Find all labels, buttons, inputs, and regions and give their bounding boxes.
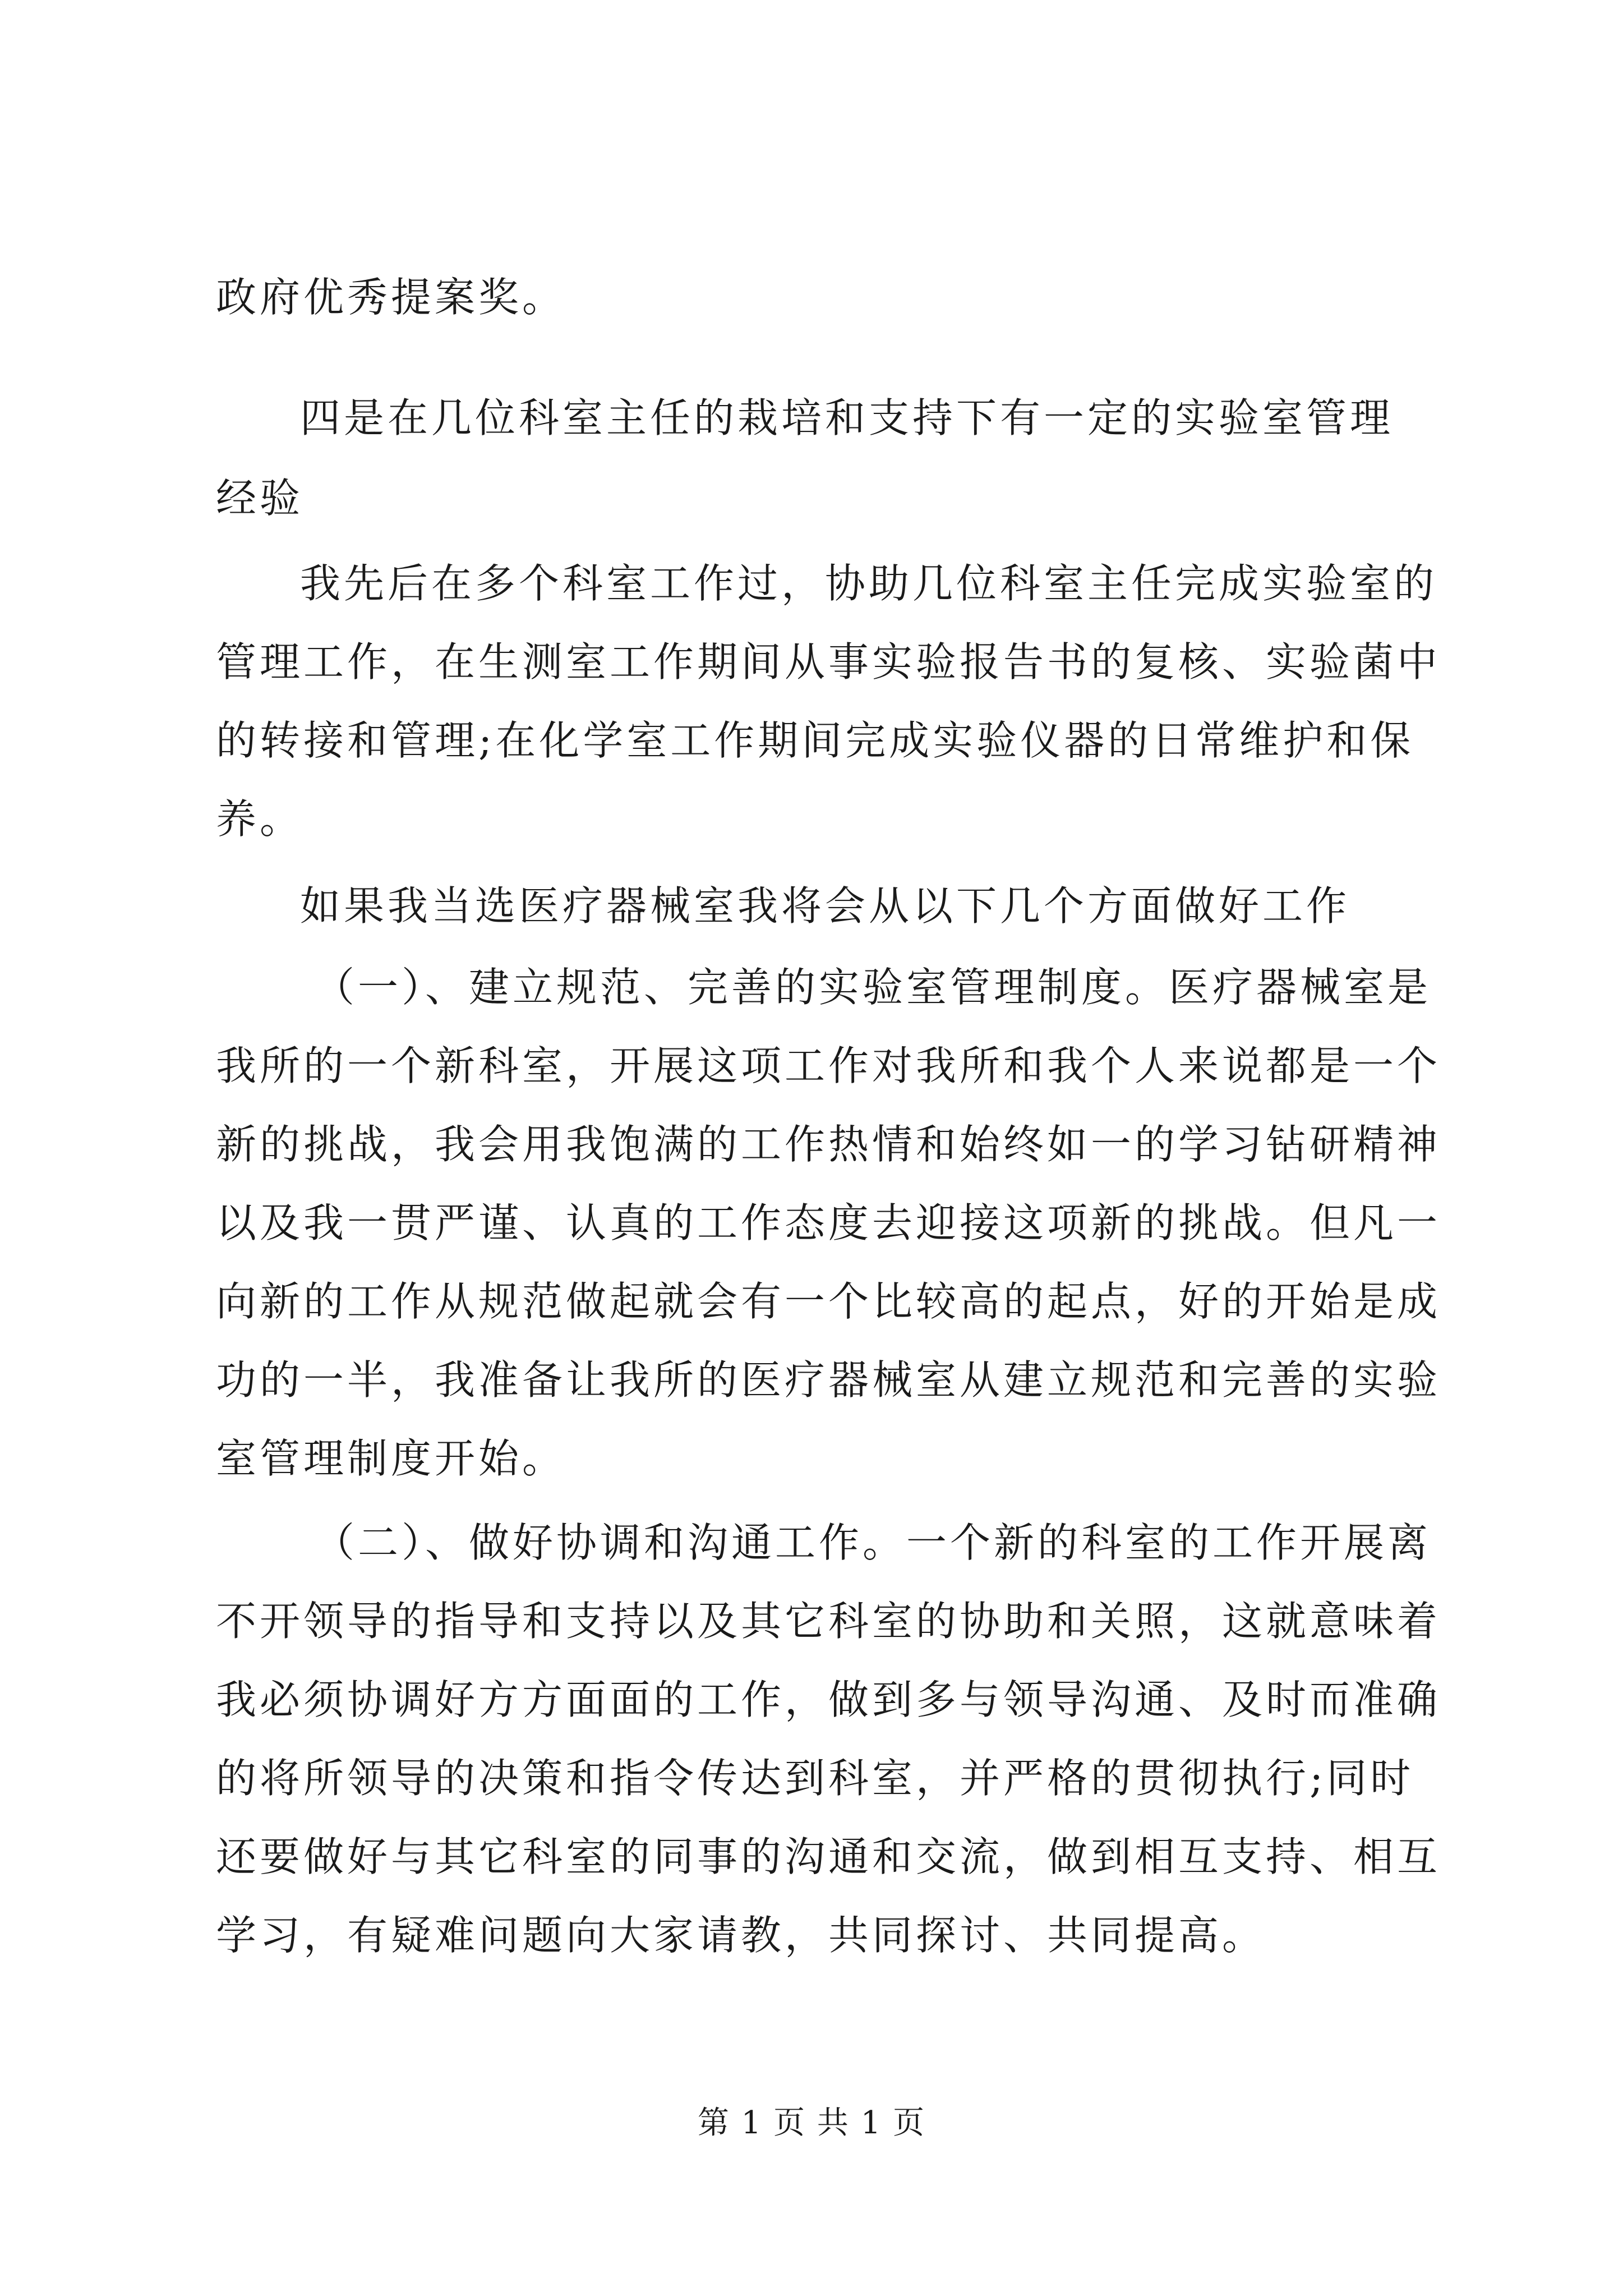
paragraph-line: 不开领导的指导和支持以及其它科室的协助和关照，这就意味着 <box>216 1598 1441 1645</box>
paragraph-line: 学习，有疑难问题向大家请教，共同探讨、共同提高。 <box>216 1912 1266 1959</box>
paragraph-line: 我所的一个新科室，开展这项工作对我所和我个人来说都是一个 <box>216 1042 1441 1089</box>
paragraph-line: 的将所领导的决策和指令传达到科室，并严格的贯彻执行;同时 <box>216 1755 1414 1802</box>
paragraph-line: （一）、建立规范、完善的实验室管理制度。医疗器械室是 <box>314 964 1432 1011</box>
paragraph-line: 以及我一贯严谨、认真的工作态度去迎接这项新的挑战。但凡一 <box>216 1199 1441 1246</box>
paragraph-line: 管理工作，在生测室工作期间从事实验报告书的复核、实验菌中 <box>216 638 1441 685</box>
section-heading: 四是在几位科室主任的栽培和支持下有一定的实验室管理 <box>300 394 1394 441</box>
section-heading-continued: 经验 <box>216 475 304 522</box>
section-heading: 如果我当选医疗器械室我将会从以下几个方面做好工作 <box>300 882 1350 930</box>
paragraph-line: 我先后在多个科室工作过，协助几位科室主任完成实验室的 <box>300 560 1438 607</box>
paragraph-line: 功的一半，我准备让我所的医疗器械室从建立规范和完善的实验 <box>216 1356 1441 1404</box>
paragraph-line: （二）、做好协调和沟通工作。一个新的科室的工作开展离 <box>314 1519 1432 1566</box>
paragraph-line: 养。 <box>216 795 304 843</box>
paragraph-line: 向新的工作从规范做起就会有一个比较高的起点，好的开始是成 <box>216 1278 1441 1325</box>
paragraph-line: 还要做好与其它科室的同事的沟通和交流，做到相互支持、相互 <box>216 1833 1441 1880</box>
paragraph-line: 的转接和管理;在化学室工作期间完成实验仪器的日常维护和保 <box>216 717 1414 764</box>
paragraph-line: 新的挑战，我会用我饱满的工作热情和始终如一的学习钻研精神 <box>216 1121 1441 1168</box>
paragraph-line: 室管理制度开始。 <box>216 1435 566 1482</box>
paragraph-line: 我必须协调好方方面面的工作，做到多与领导沟通、及时而准确 <box>216 1676 1441 1723</box>
page-number-footer: 第 1 页 共 1 页 <box>697 2105 926 2141</box>
text-line: 政府优秀提案奖。 <box>216 274 566 321</box>
